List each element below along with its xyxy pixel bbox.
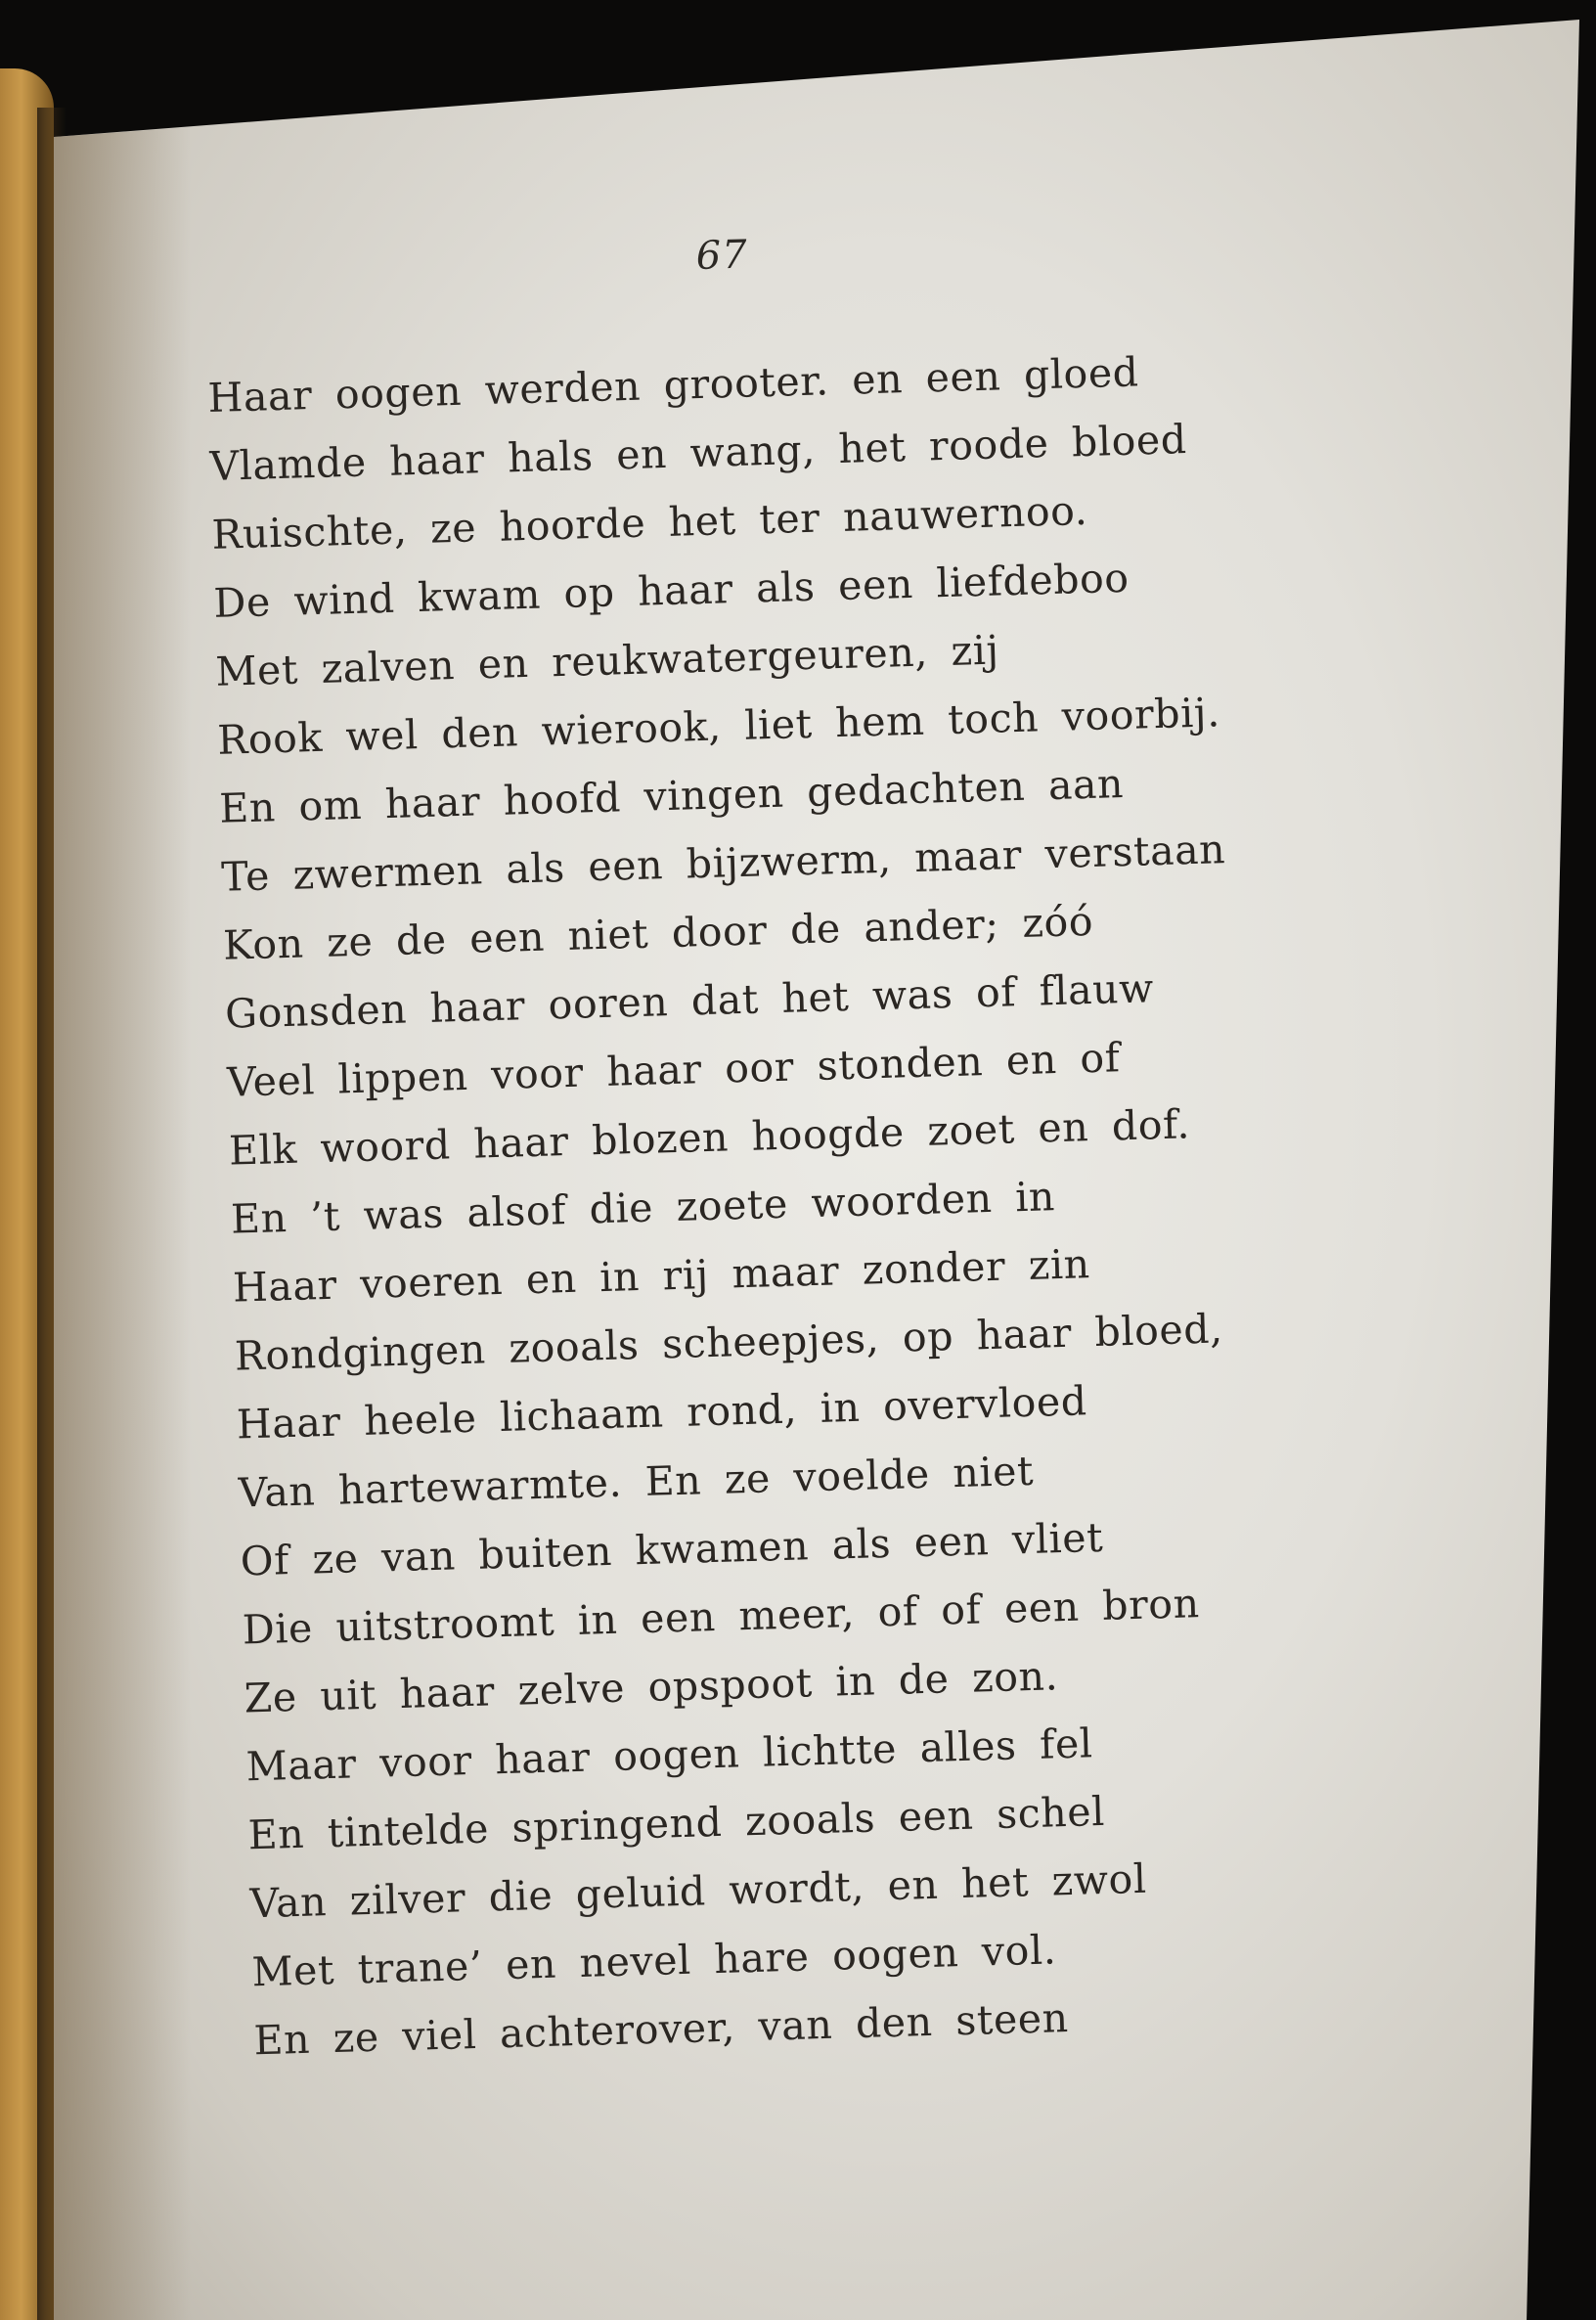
- verse-line: Met trane’ en nevel hare oogen vol.: [250, 1926, 1057, 1996]
- verse-line: Rondgingen zooals scheepjes, op haar bloed,: [234, 1305, 1224, 1380]
- verse-line: Haar oogen werden grooter. en een gloed: [206, 348, 1140, 422]
- verse-line: Vlamde haar hals en wang, het roode bloed: [208, 416, 1188, 490]
- verse-line: Elk woord haar blozen hoogde zoet en dof.: [228, 1100, 1191, 1175]
- verse-line: Te zwermen als een bijzwerm, maar verstaan: [220, 825, 1226, 901]
- page-number: 67: [695, 232, 749, 279]
- verse-line: Van hartewarmte. En ze voelde niet: [238, 1447, 1035, 1517]
- verse-line: Haar heele lichaam rond, in overvloed: [236, 1377, 1088, 1449]
- verse-line: Van zilver die geluid wordt, en het zwol: [248, 1854, 1148, 1928]
- verse-line: De wind kwam op haar als een liefdeboo: [212, 554, 1130, 627]
- verse-line: En om haar hoofd vingen gedachten aan: [218, 759, 1125, 832]
- verse-line: Haar voeren en in rij maar zonder zin: [232, 1240, 1091, 1312]
- verse-line: En ’t was alsof die zoete woorden in: [230, 1173, 1056, 1243]
- verse-line: Met zalven en reukwatergeuren, zij: [214, 626, 1000, 695]
- verse-line: Ze uit haar zelve opspoot in de zon.: [244, 1652, 1059, 1722]
- verse-line: Ruischte, ze hoorde het ter nauwernoo.: [210, 486, 1088, 558]
- verse-line: En tintelde springend zooals een schel: [247, 1787, 1106, 1859]
- verse-line: Veel lippen voor haar oor stonden en of: [226, 1034, 1122, 1106]
- verse-line: Kon ze de een niet door de ander; zóó: [222, 897, 1094, 969]
- verse-line: Die uitstroomt in een meer, of of een bron: [242, 1580, 1201, 1654]
- verse-line: Gonsden haar ooren dat het was of flauw: [224, 964, 1155, 1038]
- verse-line: Of ze van buiten kwamen als een vliet: [240, 1513, 1104, 1585]
- verse-line: Rook wel den wierook, liet hem toch voorbij.: [216, 689, 1221, 764]
- verse-line: En ze viel achterover, van den steen: [252, 1994, 1070, 2065]
- verse-line: Maar voor haar oogen lichtte alles fel: [245, 1719, 1094, 1791]
